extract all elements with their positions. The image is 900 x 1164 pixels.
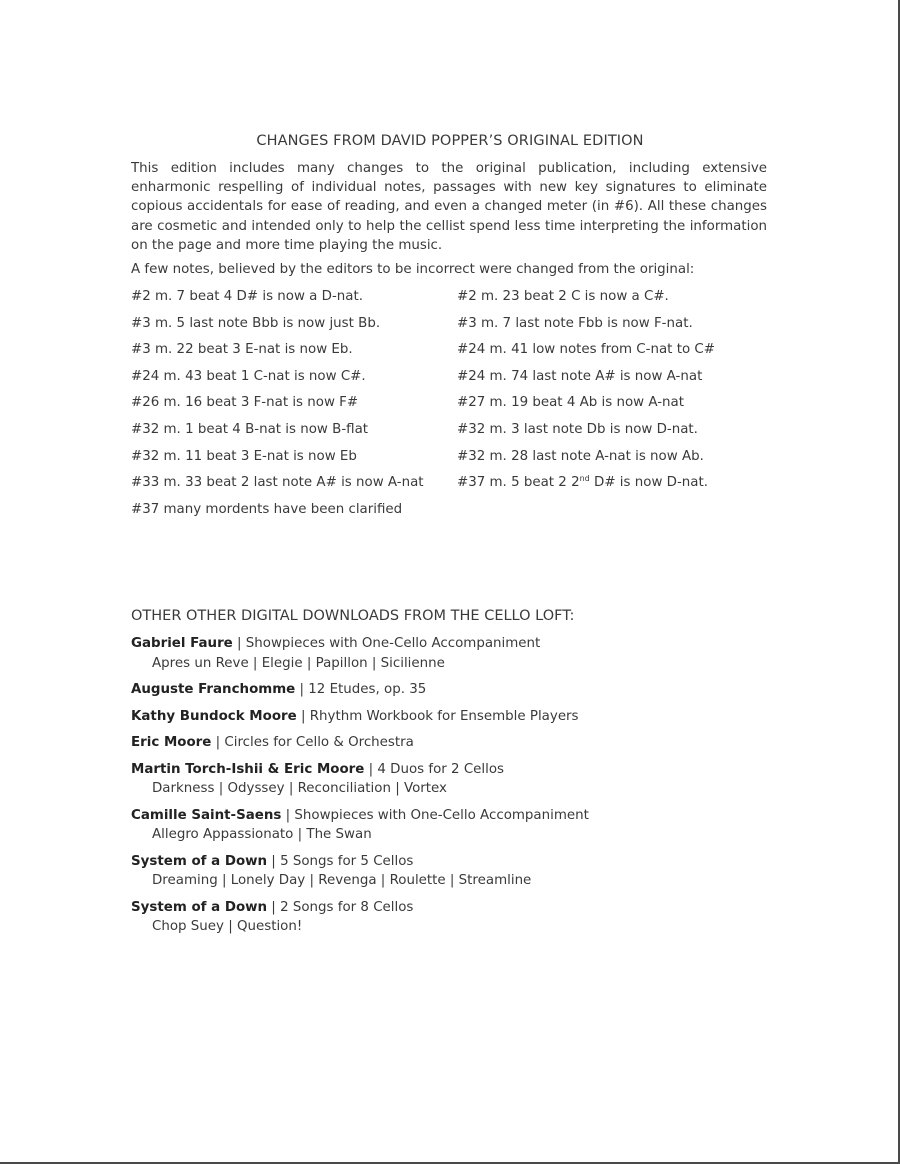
work-title: | Circles for Cello & Orchestra <box>211 735 414 750</box>
composer-name: System of a Down <box>131 899 268 915</box>
change-text: #37 m. 5 beat 2 2 <box>457 475 580 491</box>
download-item <box>131 806 771 845</box>
change-item: #32 m. 1 beat 4 B-nat is now B-flat <box>131 421 369 437</box>
work-title: | Showpieces with One-Cello Accompaniment <box>281 807 589 823</box>
download-item <box>131 680 771 700</box>
changes-left-column <box>131 287 424 526</box>
composer-name: Auguste Franchomme <box>131 682 296 697</box>
change-item: #2 m. 7 beat 4 D# is now a D-nat. <box>131 289 363 304</box>
change-item: #33 m. 33 beat 2 last note A# is now A-nat <box>131 475 424 491</box>
piece-list: Dreaming | Lonely Day | Revenga | Roulette | Streamline <box>152 873 532 888</box>
work-title: | Rhythm Workbook for Ensemble Players <box>296 708 579 724</box>
ordinal-suffix: nd <box>579 474 590 484</box>
piece-list: Darkness | Odyssey | Reconciliation | Vortex <box>152 781 447 796</box>
downloads-heading: OTHER OTHER DIGITAL DOWNLOADS FROM THE CELLO LOFT: <box>131 608 575 624</box>
change-item: #27 m. 19 beat 4 Ab is now A-nat <box>457 395 684 411</box>
change-item <box>457 473 715 500</box>
composer-name: System of a Down <box>131 853 268 869</box>
change-item: #32 m. 11 beat 3 E-nat is now Eb <box>131 448 357 464</box>
download-item <box>131 634 771 673</box>
change-text: D# is now D-nat. <box>589 475 708 491</box>
changes-title: CHANGES FROM DAVID POPPER’S ORIGINAL EDITION <box>256 133 644 149</box>
composer-name: Gabriel Faure <box>131 636 233 651</box>
change-item: #32 m. 28 last note A-nat is now Ab. <box>457 448 704 464</box>
change-item: #3 m. 5 last note Bbb is now just Bb. <box>131 315 381 331</box>
change-item: #37 many mordents have been clarified <box>131 501 403 517</box>
change-item: #2 m. 23 beat 2 C is now a C#. <box>457 289 669 304</box>
change-item: #24 m. 74 last note A# is now A-nat <box>457 368 703 384</box>
change-item: #26 m. 16 beat 3 F-nat is now F# <box>131 395 359 411</box>
composer-name: Camille Saint-Saens <box>131 807 282 823</box>
download-item <box>131 852 771 891</box>
work-title: | 5 Songs for 5 Cellos <box>267 853 414 869</box>
changes-right-column <box>457 287 715 500</box>
change-item: #24 m. 43 beat 1 C-nat is now C#. <box>131 368 366 384</box>
downloads-list <box>131 634 771 944</box>
download-item <box>131 707 771 727</box>
work-title: | 12 Etudes, op. 35 <box>295 682 427 697</box>
composer-name: Eric Moore <box>131 735 212 750</box>
change-item: #3 m. 7 last note Fbb is now F-nat. <box>457 315 693 331</box>
work-title: | 4 Duos for 2 Cellos <box>364 761 505 777</box>
download-item <box>131 760 771 799</box>
composer-name: Martin Torch-Ishii & Eric Moore <box>131 761 365 777</box>
intro-paragraph: This edition includes many changes to the original publication, including extensive enharmonic respelling of individual notes, passages with new key signatures to eliminate copious accidentals for ease of reading, and even a changed meter (in #6). All these changes are cosmetic and intended only to help the cellist spend less time interpreting the information on the page and more time playing the music. <box>131 161 767 253</box>
composer-name: Kathy Bundock Moore <box>131 708 297 724</box>
download-item <box>131 733 771 753</box>
piece-list: Allegro Appassionato | The Swan <box>152 827 372 842</box>
download-item <box>131 898 771 937</box>
work-title: | Showpieces with One-Cello Accompaniment <box>232 636 541 651</box>
change-item: #24 m. 41 low notes from C-nat to C# <box>457 342 715 358</box>
work-title: | 2 Songs for 8 Cellos <box>267 899 414 915</box>
change-item: #3 m. 22 beat 3 E-nat is now Eb. <box>131 342 353 358</box>
piece-list: Apres un Reve | Elegie | Papillon | Sicilienne <box>152 655 445 671</box>
few-notes-line: A few notes, believed by the editors to be incorrect were changed from the original: <box>131 262 695 277</box>
change-item: #32 m. 3 last note Db is now D-nat. <box>457 421 698 437</box>
piece-list: Chop Suey | Question! <box>152 919 303 934</box>
